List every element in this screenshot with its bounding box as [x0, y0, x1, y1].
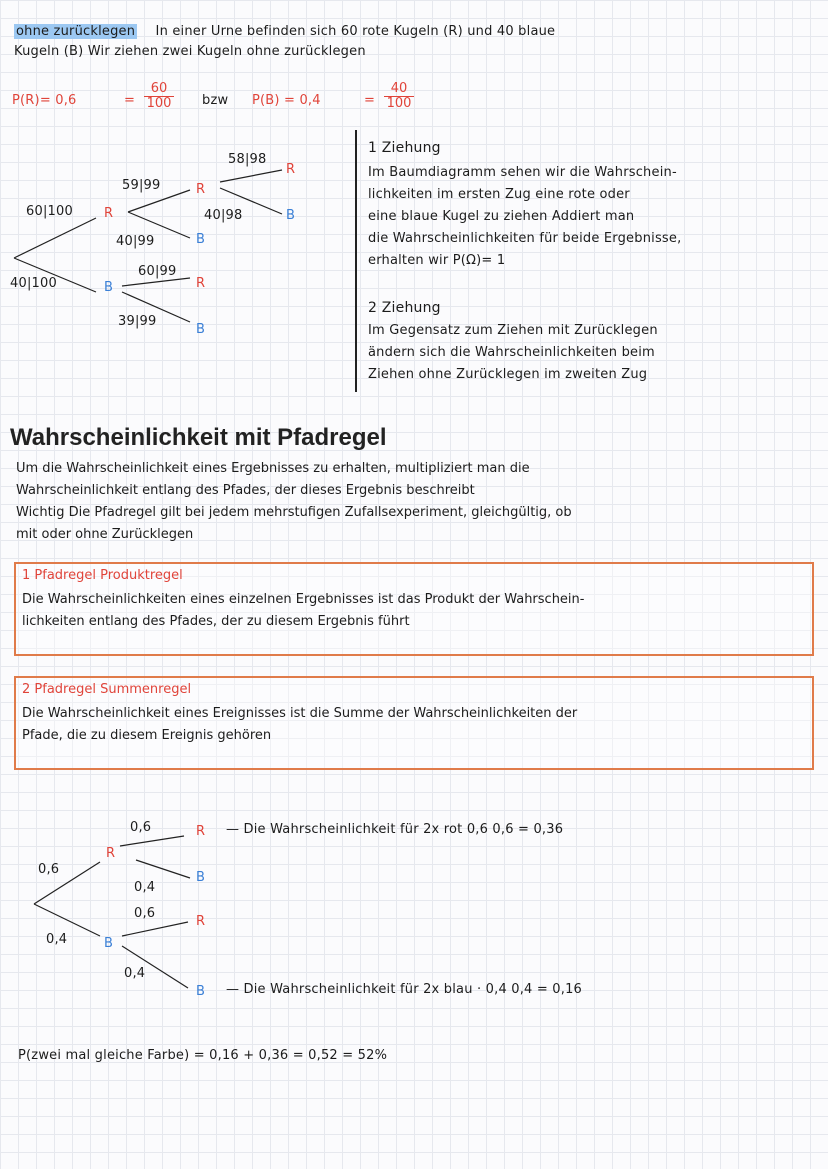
- produktregel-heading: 1 Pfadregel Produktregel: [22, 568, 183, 583]
- tree2-label-rb: 0,4: [134, 880, 156, 895]
- tree2-node-br: R: [196, 914, 206, 929]
- tree2-node-rr: R: [196, 824, 206, 839]
- section-title: Wahrscheinlichkeit mit Pfadregel: [10, 424, 387, 451]
- summenregel-line: Pfade, die zu diesem Ereignis gehören: [22, 728, 272, 743]
- summenregel-heading: 2 Pfadregel Summenregel: [22, 682, 192, 697]
- intro-line-2: Kugeln (B) Wir ziehen zwei Kugeln ohne zurücklegen: [14, 44, 366, 59]
- tree1-node-r: R: [104, 206, 114, 221]
- tree1-node-rb: B: [196, 232, 206, 247]
- tree2-label-first-b: 0,4: [46, 932, 68, 947]
- tree1-node-br: R: [196, 276, 206, 291]
- tree1-node-b: B: [104, 280, 114, 295]
- tree2-node-rb: B: [196, 870, 206, 885]
- tree1-label-br: 60|99: [138, 264, 177, 279]
- ziehung-1-line: eine blaue Kugel zu ziehen Addiert man: [368, 209, 635, 224]
- tree1-label-first-r: 60|100: [26, 204, 73, 219]
- tree2-label-bb: 0,4: [124, 966, 146, 981]
- ziehung-1-line: lichkeiten im ersten Zug eine rote oder: [368, 187, 630, 202]
- section-line: mit oder ohne Zurücklegen: [16, 527, 194, 542]
- tree1-node-rrb: B: [286, 208, 296, 223]
- tree1-label-bb: 39|99: [118, 314, 157, 329]
- summenregel-line: Die Wahrscheinlichkeit eines Ereignisses ist die Summe der Wahrscheinlichkeiten der: [22, 706, 578, 721]
- produktregel-line: Die Wahrscheinlichkeiten eines einzelnen Ergebnisses ist das Produkt der Wahrschein-: [22, 592, 585, 607]
- tree2-label-rr: 0,6: [130, 820, 152, 835]
- ziehung-1-line: erhalten wir P(Ω)= 1: [368, 253, 506, 268]
- ziehung-1-line: die Wahrscheinlichkeiten für beide Ergebnisse,: [368, 231, 682, 246]
- tree1-label-rrb: 40|98: [204, 208, 243, 223]
- section-line: Um die Wahrscheinlichkeit eines Ergebnisses zu erhalten, multipliziert man die: [16, 461, 530, 476]
- tree2-label-br: 0,6: [134, 906, 156, 921]
- tree2-branch-rr: [120, 836, 184, 846]
- pr-denominator: 100: [146, 96, 172, 111]
- tree1-label-rr: 59|99: [122, 178, 161, 193]
- tree2-rr-explanation: — Die Wahrscheinlichkeit für 2x rot 0,6 0,6 = 0,36: [226, 822, 564, 837]
- pr-label: P(R)= 0,6: [12, 93, 77, 108]
- intro-heading: ohne zurücklegen: [16, 24, 136, 39]
- tree2-branch-br: [122, 922, 188, 936]
- ziehung-2-heading: 2 Ziehung: [368, 300, 441, 316]
- pb-numerator: 40: [390, 81, 408, 96]
- ziehung-1-line: Im Baumdiagramm sehen wir die Wahrschein-: [368, 165, 677, 180]
- ziehung-2-line: Im Gegensatz zum Ziehen mit Zurücklegen: [368, 323, 658, 338]
- tree1-node-rr: R: [196, 182, 206, 197]
- intro-line-1-text: In einer Urne befinden sich 60 rote Kugeln (R) und 40 blaue: [155, 24, 556, 39]
- ziehung-2-line: ändern sich die Wahrscheinlichkeiten beim: [368, 345, 655, 360]
- ziehung-1-heading: 1 Ziehung: [368, 140, 441, 156]
- tree2-node-b: B: [104, 936, 114, 951]
- pr-equals: =: [124, 93, 136, 108]
- pb-label: P(B) = 0,4: [252, 93, 321, 108]
- tree1-label-rrr: 58|98: [228, 152, 267, 167]
- section-line: Wichtig Die Pfadregel gilt bei jedem mehrstufigen Zufallsexperiment, gleichgültig, ob: [16, 505, 572, 520]
- tree2-label-first-r: 0,6: [38, 862, 60, 877]
- tree1-label-rb: 40|99: [116, 234, 155, 249]
- tree2-branch-rb: [136, 860, 190, 878]
- section-line: Wahrscheinlichkeit entlang des Pfades, der dieses Ergebnis beschreibt: [16, 483, 475, 498]
- pb-equals: =: [364, 93, 376, 108]
- tree1-label-first-b: 40|100: [10, 276, 57, 291]
- tree2-bb-explanation: — Die Wahrscheinlichkeit für 2x blau · 0,4 0,4 = 0,16: [226, 982, 583, 997]
- tree1-node-rrr: R: [286, 162, 296, 177]
- tree2-node-r: R: [106, 846, 116, 861]
- pb-denominator: 100: [386, 96, 412, 111]
- bzw-text: bzw: [202, 93, 229, 108]
- ziehung-2-line: Ziehen ohne Zurücklegen im zweiten Zug: [368, 367, 648, 382]
- result-line: P(zwei mal gleiche Farbe) = 0,16 + 0,36 = 0,52 = 52%: [18, 1048, 388, 1063]
- produktregel-line: lichkeiten entlang des Pfades, der zu diesem Ergebnis führt: [22, 614, 410, 629]
- tree2-node-bb: B: [196, 984, 206, 999]
- pr-numerator: 60: [150, 81, 168, 96]
- tree1-node-bb: B: [196, 322, 206, 337]
